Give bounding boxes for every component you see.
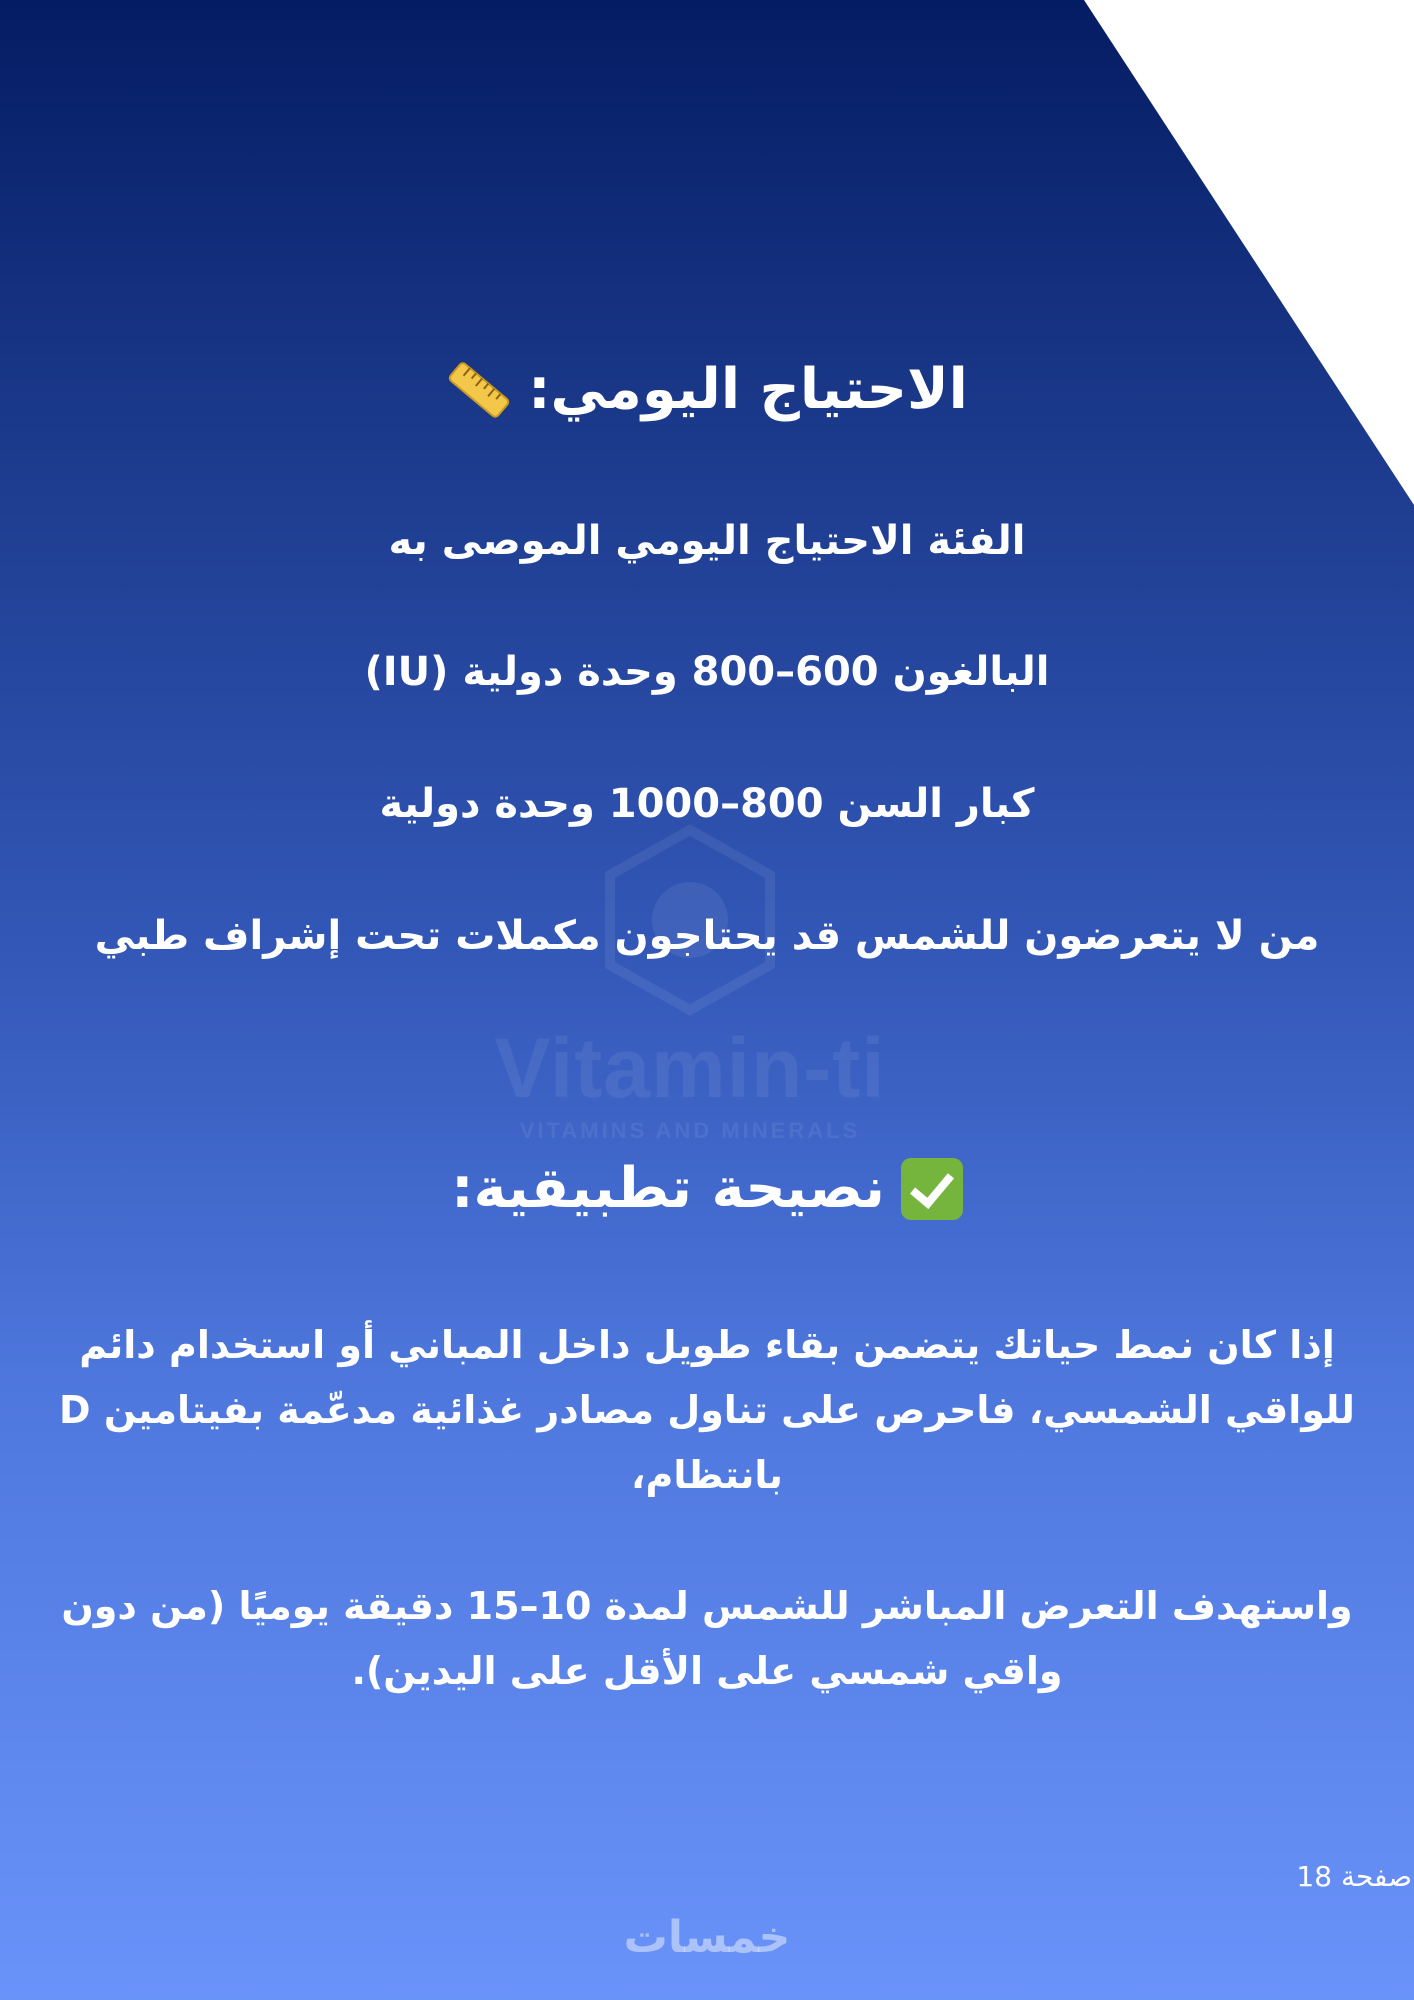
watermark-subtitle: VITAMINS AND MINERALS: [519, 1118, 861, 1143]
daily-requirement-line: كبار السن 800–1000 وحدة دولية: [379, 781, 1035, 827]
daily-requirement-line: البالغون 600–800 وحدة دولية (IU): [364, 649, 1050, 695]
page-number: صفحة 18: [1296, 1860, 1412, 1893]
ruler-icon: [446, 357, 512, 423]
check-mark-icon: [901, 1158, 963, 1220]
brand-logo: خمسات: [623, 1912, 791, 1963]
corner-white-triangle: [1084, 0, 1414, 505]
practical-tip-heading: [0, 1155, 1414, 1235]
daily-requirement-line: الفئة الاحتياج اليومي الموصى به: [388, 518, 1026, 564]
daily-requirement-line: من لا يتعرضون للشمس قد يحتاجون مكملات تحت إشراف طبي: [94, 913, 1320, 959]
daily-requirement-title: الاحتياج اليومي:: [528, 357, 968, 422]
practical-tip-paragraph: واستهدف التعرض المباشر للشمس لمدة 10–15 دقيقة يوميًا (من دون واقي شمسي على الأقل على اليدين).: [61, 1584, 1353, 1693]
practical-tip-title: نصيحة تطبيقية:: [451, 1156, 885, 1221]
watermark-name: Vitamin-ti: [494, 1021, 886, 1115]
daily-requirement-heading: [0, 356, 1414, 423]
practical-tip-paragraph: إذا كان نمط حياتك يتضمن بقاء طويل داخل المباني أو استخدام دائم للواقي الشمسي، فاحرص على تناول مصادر غذائية مدعّمة بفيتامين D بانتظام،: [59, 1323, 1355, 1497]
